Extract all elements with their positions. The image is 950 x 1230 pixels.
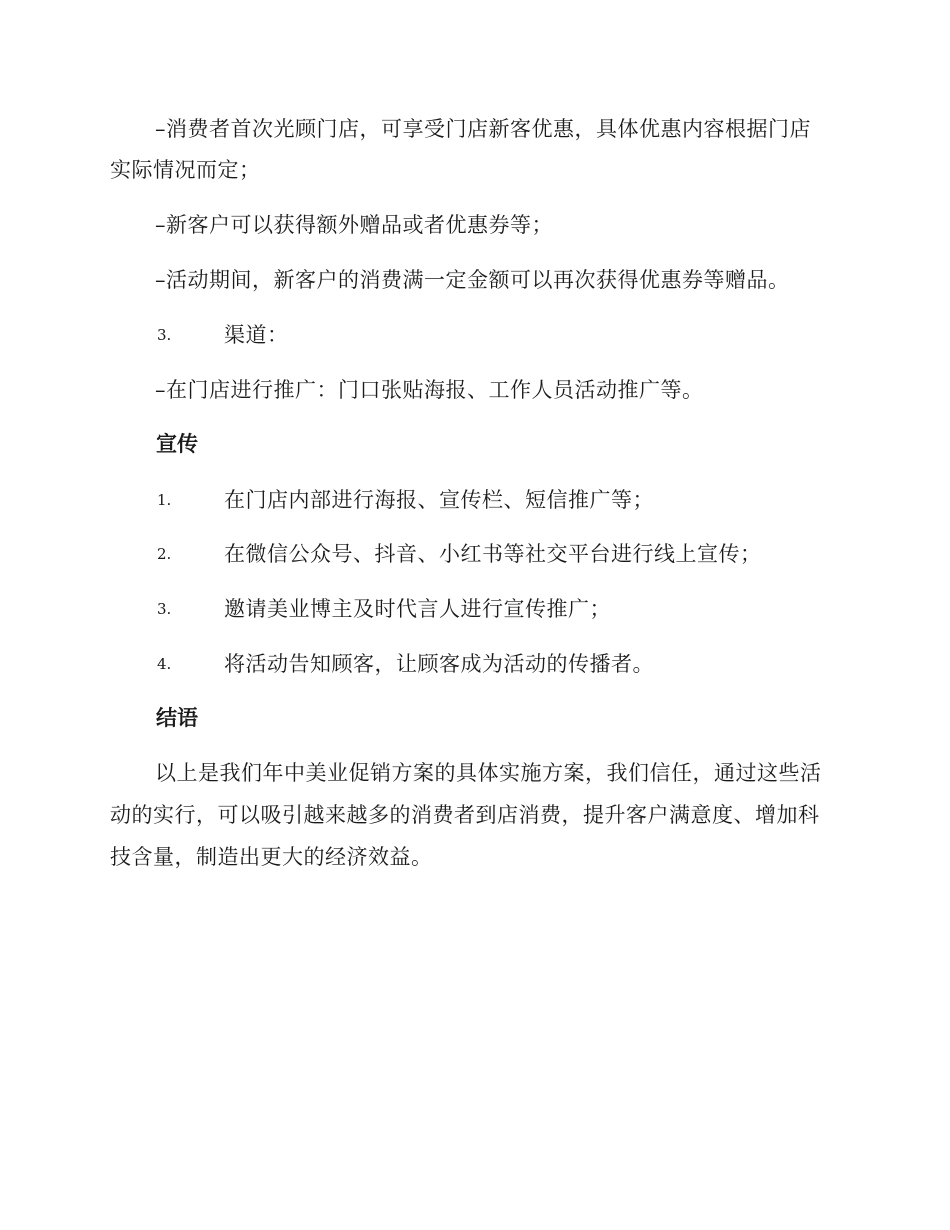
conclusion-paragraph-line1: 以上是我们年中美业促销方案的具体实施方案，我们信任，通过这些活 — [155, 761, 822, 785]
channel-label: 渠道： — [224, 323, 289, 347]
bullet-new-customer-gifts: –新客户可以获得额外赠品或者优惠券等； — [155, 213, 553, 237]
bullet-new-customer-discount-line2: 实际情况而定； — [110, 158, 261, 182]
promotion-item-number: 2. — [157, 545, 172, 563]
promotion-item-number: 3. — [157, 600, 172, 618]
conclusion-heading: 结语 — [156, 706, 198, 730]
promotion-item-text: 在门店内部进行海报、宣传栏、短信推广等； — [224, 488, 654, 512]
conclusion-paragraph-line2: 动的实行，可以吸引越来越多的消费者到店消费，提升客户满意度、增加科 — [110, 803, 820, 827]
promotion-item-text: 将活动告知顾客，让顾客成为活动的传播者。 — [224, 652, 654, 676]
bullet-new-customer-discount-line1: –消费者首次光顾门店，可享受门店新客优惠，具体优惠内容根据门店 — [155, 117, 811, 141]
promotion-item-text: 邀请美业博主及时代言人进行宣传推广； — [224, 597, 611, 621]
bullet-spend-threshold-coupons: –活动期间，新客户的消费满一定金额可以再次获得优惠券等赠品。 — [155, 268, 790, 292]
promotion-item-text: 在微信公众号、抖音、小红书等社交平台进行线上宣传； — [224, 542, 762, 566]
promotion-item-number: 1. — [157, 491, 172, 509]
conclusion-paragraph-line3: 技含量，制造出更大的经济效益。 — [110, 845, 433, 869]
channel-number: 3. — [157, 326, 172, 344]
channel-bullet: –在门店进行推广：门口张贴海报、工作人员活动推广等。 — [155, 378, 704, 402]
promotion-item-number: 4. — [157, 655, 172, 673]
promotion-heading: 宣传 — [156, 432, 198, 456]
